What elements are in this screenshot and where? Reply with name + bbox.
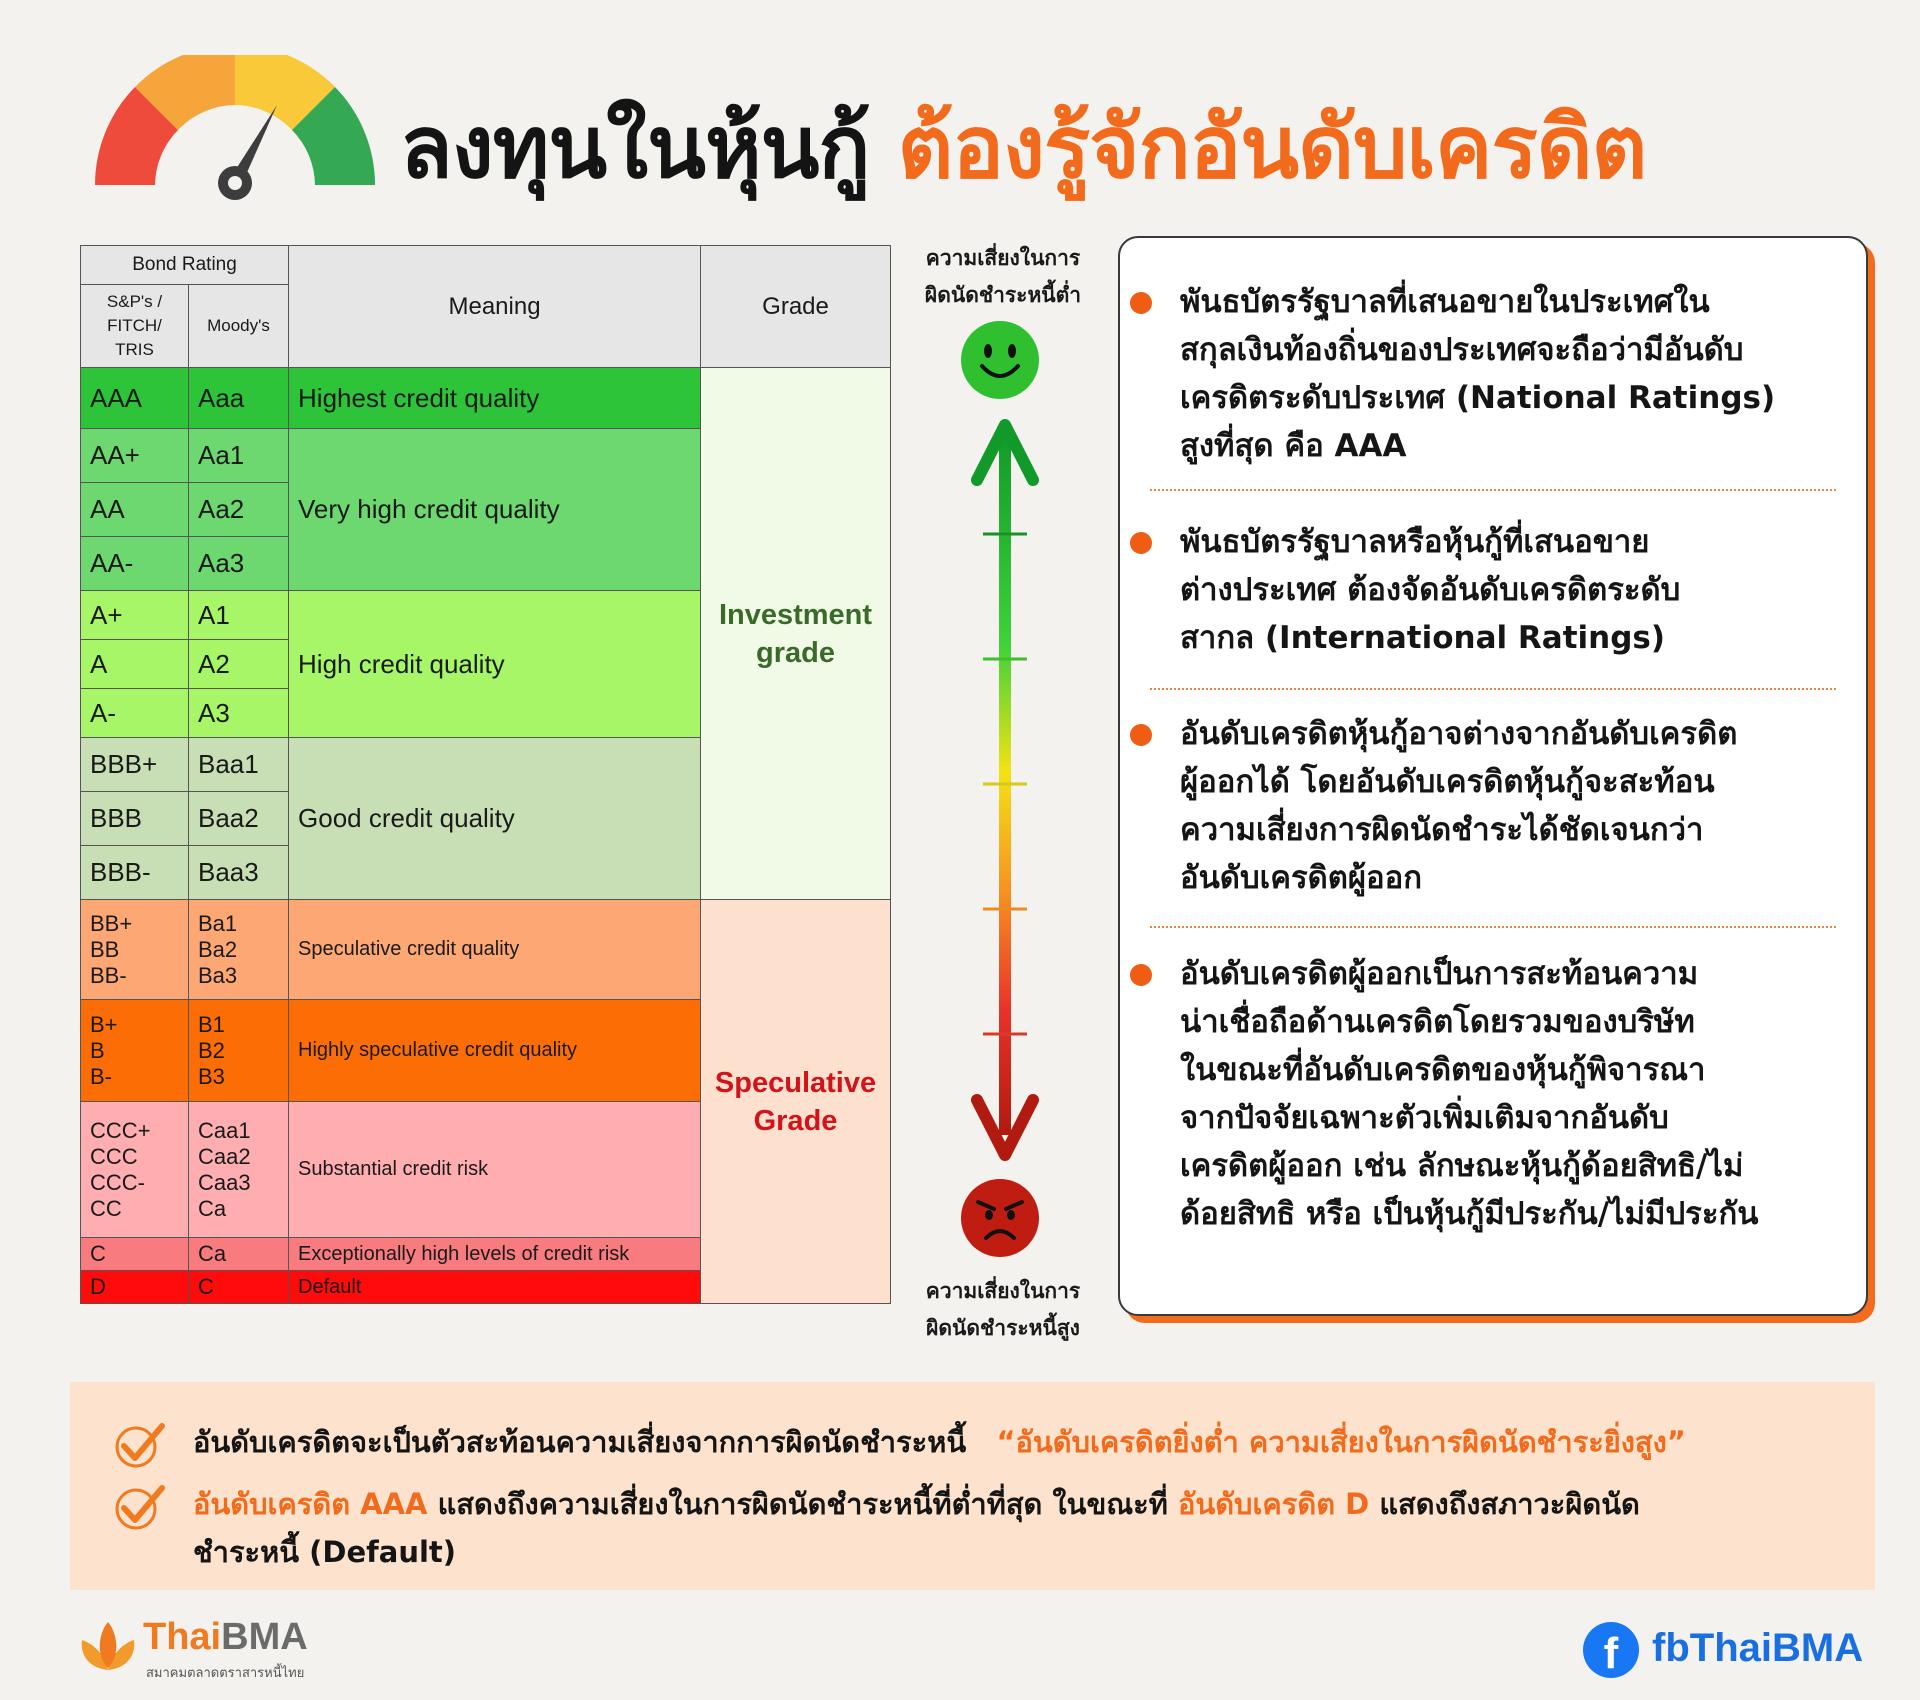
facebook-icon[interactable]: f	[1583, 1622, 1639, 1678]
low-risk-label: ความเสี่ยงในการ ผิดนัดชำระหนี้ต่ำ	[924, 246, 1082, 307]
info-item: พันธบัตรรัฐบาลหรือหุ้นกู้ที่เสนอขาย ต่างประเทศ ต้องจัดอันดับเครดิตระดับ สากล (International Ratings)	[1180, 518, 1836, 662]
investment-grade-label: Investment grade	[701, 368, 891, 900]
moodys-rating: Ca	[189, 1238, 289, 1271]
header-sp-fitch-tris: S&P's / FITCH/ TRIS	[81, 285, 189, 368]
sp-rating: B+ B B-	[81, 1000, 189, 1102]
moodys-rating: C	[189, 1271, 289, 1304]
moodys-rating: Ba1 Ba2 Ba3	[189, 900, 289, 1000]
header-meaning: Meaning	[289, 246, 701, 368]
sp-rating: BB+ BB BB-	[81, 900, 189, 1000]
moodys-rating: A1	[189, 591, 289, 640]
sp-rating: BBB+	[81, 738, 189, 792]
high-risk-label: ความเสี่ยงในการ ผิดนัดชำระหนี้สูง	[925, 1279, 1081, 1340]
sp-rating: AA	[81, 483, 189, 537]
note-1: อันดับเครดิตจะเป็นตัวสะท้อนความเสี่ยงจากการผิดนัดชำระหนี้ “อันดับเครดิตยิ่งต่ำ ความเสี่ยงในการผิดนัดชำระยิ่งสูง”	[193, 1425, 1686, 1459]
smiley-face-icon	[960, 320, 1040, 400]
brand-name: ThaiBMA	[143, 1616, 308, 1658]
rating-meaning: Highest credit quality	[289, 368, 701, 429]
moodys-rating: Baa3	[189, 846, 289, 900]
sp-rating: BBB	[81, 792, 189, 846]
brand-subtitle: สมาคมตลาดตราสารหนี้ไทย	[146, 1666, 305, 1681]
bond-rating-table	[80, 245, 891, 1304]
rating-meaning: Exceptionally high levels of credit risk	[289, 1238, 701, 1271]
info-item: อันดับเครดิตผู้ออกเป็นการสะท้อนความ น่าเชื่อถือด้านเครดิตโดยรวมของบริษัท ในขณะที่อันดับเครดิตของหุ้นกู้พิจารณา จากปัจจัยเฉพาะตัวเพิ่มเติมจากอันดับ เครดิตผู้ออก เช่น ลักษณะหุ้นกู้ด้อยสิทธิ/ไม่ ด้อยสิทธิ หรือ เป็นหุ้นกู้มีประกัน/ไม่มีประกัน	[1180, 950, 1836, 1238]
table-row	[81, 368, 891, 429]
risk-scale-arrow-icon	[955, 410, 1055, 1170]
info-item: พันธบัตรรัฐบาลที่เสนอขายในประเทศใน สกุลเงินท้องถิ่นของประเทศจะถือว่ามีอันดับ เครดิตระดับประเทศ (National Ratings) สูงที่สุด คือ AAA	[1180, 278, 1836, 470]
title-part1: ลงทุนในหุ้นกู้	[400, 98, 870, 198]
header-bond-rating: Bond Rating	[81, 246, 289, 285]
sp-rating: A	[81, 640, 189, 689]
thaibma-logo-icon	[78, 1618, 138, 1674]
rating-meaning: Highly speculative credit quality	[289, 1000, 701, 1102]
sp-rating: C	[81, 1238, 189, 1271]
sp-rating: CCC+ CCC CCC- CC	[81, 1102, 189, 1238]
sp-rating: A-	[81, 689, 189, 738]
checkmark-icon	[114, 1420, 166, 1470]
sp-rating: AA+	[81, 429, 189, 483]
bullet-icon	[1130, 292, 1152, 314]
note-2: อันดับเครดิต AAA แสดงถึงความเสี่ยงในการผิดนัดชำระหนี้ที่ต่ำที่สุด ในขณะที่ อันดับเครดิต D แสดงถึงสภาวะผิดนัด ชำระหนี้ (Default)	[193, 1487, 1640, 1569]
rating-meaning: Substantial credit risk	[289, 1102, 701, 1238]
header-moodys: Moody's	[189, 285, 289, 368]
title-part2: ต้องรู้จักอันดับเครดิต	[897, 98, 1647, 198]
sp-rating: A+	[81, 591, 189, 640]
angry-face-icon	[960, 1178, 1040, 1258]
sp-rating: D	[81, 1271, 189, 1304]
summary-notes	[70, 1382, 1875, 1590]
sp-rating: AA-	[81, 537, 189, 591]
rating-meaning: Default	[289, 1271, 701, 1304]
rating-meaning: Speculative credit quality	[289, 900, 701, 1000]
moodys-rating: B1 B2 B3	[189, 1000, 289, 1102]
moodys-rating: Aaa	[189, 368, 289, 429]
facebook-handle[interactable]: fbThaiBMA	[1652, 1626, 1864, 1670]
moodys-rating: Aa3	[189, 537, 289, 591]
sp-rating: BBB-	[81, 846, 189, 900]
divider	[1150, 688, 1836, 690]
divider	[1150, 489, 1836, 491]
bullet-icon	[1130, 532, 1152, 554]
gauge-icon	[90, 55, 380, 205]
moodys-rating: Caa1 Caa2 Caa3 Ca	[189, 1102, 289, 1238]
speculative-grade-label: Speculative Grade	[701, 900, 891, 1304]
rating-meaning: High credit quality	[289, 591, 701, 738]
sp-rating: AAA	[81, 368, 189, 429]
table-row	[81, 900, 891, 1000]
bullet-icon	[1130, 724, 1152, 746]
checkmark-icon	[114, 1482, 166, 1532]
moodys-rating: Aa2	[189, 483, 289, 537]
header-grade: Grade	[701, 246, 891, 368]
bullet-icon	[1130, 964, 1152, 986]
info-panel	[1118, 236, 1868, 1316]
moodys-rating: A2	[189, 640, 289, 689]
rating-meaning: Very high credit quality	[289, 429, 701, 591]
moodys-rating: Baa2	[189, 792, 289, 846]
divider	[1150, 926, 1836, 928]
rating-meaning: Good credit quality	[289, 738, 701, 900]
moodys-rating: A3	[189, 689, 289, 738]
moodys-rating: Aa1	[189, 429, 289, 483]
moodys-rating: Baa1	[189, 738, 289, 792]
page-title	[400, 78, 1646, 215]
info-item: อันดับเครดิตหุ้นกู้อาจต่างจากอันดับเครดิต ผู้ออกได้ โดยอันดับเครดิตหุ้นกู้จะสะท้อน ความเสี่ยงการผิดนัดชำระได้ชัดเจนกว่า อันดับเครดิตผู้ออก	[1180, 710, 1836, 902]
